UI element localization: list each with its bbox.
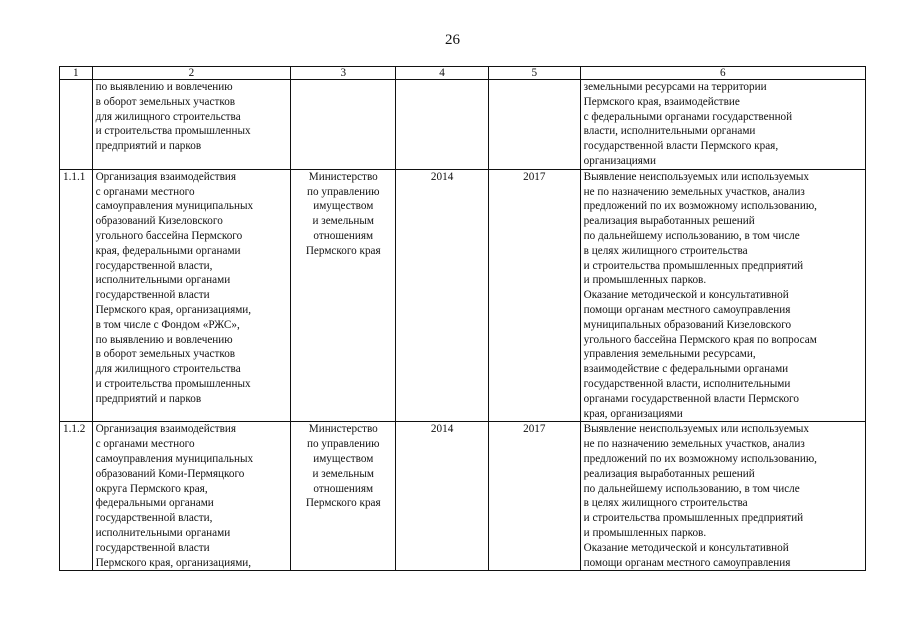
table-header-row	[60, 67, 866, 80]
end-year	[488, 80, 580, 170]
table-row	[60, 80, 866, 170]
end-year: 2017	[488, 169, 580, 422]
start-year: 2014	[396, 169, 489, 422]
col-header-3: 3	[291, 67, 396, 80]
table-row	[60, 169, 866, 422]
expected-result: земельными ресурсами на территории Пермского края, взаимодействие с федеральными органами государственной власти, исполнительными органами государственной власти Пермского края, организациями	[580, 80, 865, 170]
col-header-6: 6	[580, 67, 865, 80]
expected-result: Выявление неиспользуемых или используемых не по назначению земельных участков, анализ предложений по их возможному использованию, реализация выработанных решений по дальнейшему использованию, в том числе в целях жилищного строительства и строительства промышленных предприятий и промышленных парков. Оказание методической и консультативной помощи органам местного самоуправления муниципальных образований Кизеловского угольного бассейна Пермского края по вопросам управления земельными ресурсами, взаимодействие с федеральными органами государственной власти, исполнительными органами государственной власти Пермского края, организациями	[580, 169, 865, 422]
executor	[291, 80, 396, 170]
page-number: 26	[445, 32, 460, 48]
start-year: 2014	[396, 422, 489, 571]
program-table	[59, 66, 866, 571]
col-header-2: 2	[92, 67, 291, 80]
end-year: 2017	[488, 422, 580, 571]
executor: Министерство по управлению имуществом и земельным отношениям Пермского края	[291, 422, 396, 571]
col-header-5: 5	[488, 67, 580, 80]
measure-name: Организация взаимодействия с органами местного самоуправления муниципальных образований Кизеловского угольного бассейна Пермского края, федеральными органами государственной власти, исполнительными органами государственной власти Пермского края, организациями, в том числе с Фондом «РЖС», по выявлению и вовлечению в оборот земельных участков для жилищного строительства и строительства промышленных предприятий и парков	[92, 169, 291, 422]
table-row	[60, 422, 866, 571]
col-header-1: 1	[60, 67, 93, 80]
row-number: 1.1.1	[60, 169, 93, 422]
row-number	[60, 80, 93, 170]
expected-result: Выявление неиспользуемых или используемых не по назначению земельных участков, анализ предложений по их возможному использованию, реализация выработанных решений по дальнейшему использованию, в том числе в целях жилищного строительства и строительства промышленных предприятий и промышленных парков. Оказание методической и консультативной помощи органам местного самоуправления	[580, 422, 865, 571]
executor: Министерство по управлению имуществом и земельным отношениям Пермского края	[291, 169, 396, 422]
start-year	[396, 80, 489, 170]
measure-name: Организация взаимодействия с органами местного самоуправления муниципальных образований Коми-Пермяцкого округа Пермского края, федеральными органами государственной власти, исполнительными органами государственной власти Пермского края, организациями,	[92, 422, 291, 571]
measure-name: по выявлению и вовлечению в оборот земельных участков для жилищного строительства и строительства промышленных предприятий и парков	[92, 80, 291, 170]
col-header-4: 4	[396, 67, 489, 80]
row-number: 1.1.2	[60, 422, 93, 571]
